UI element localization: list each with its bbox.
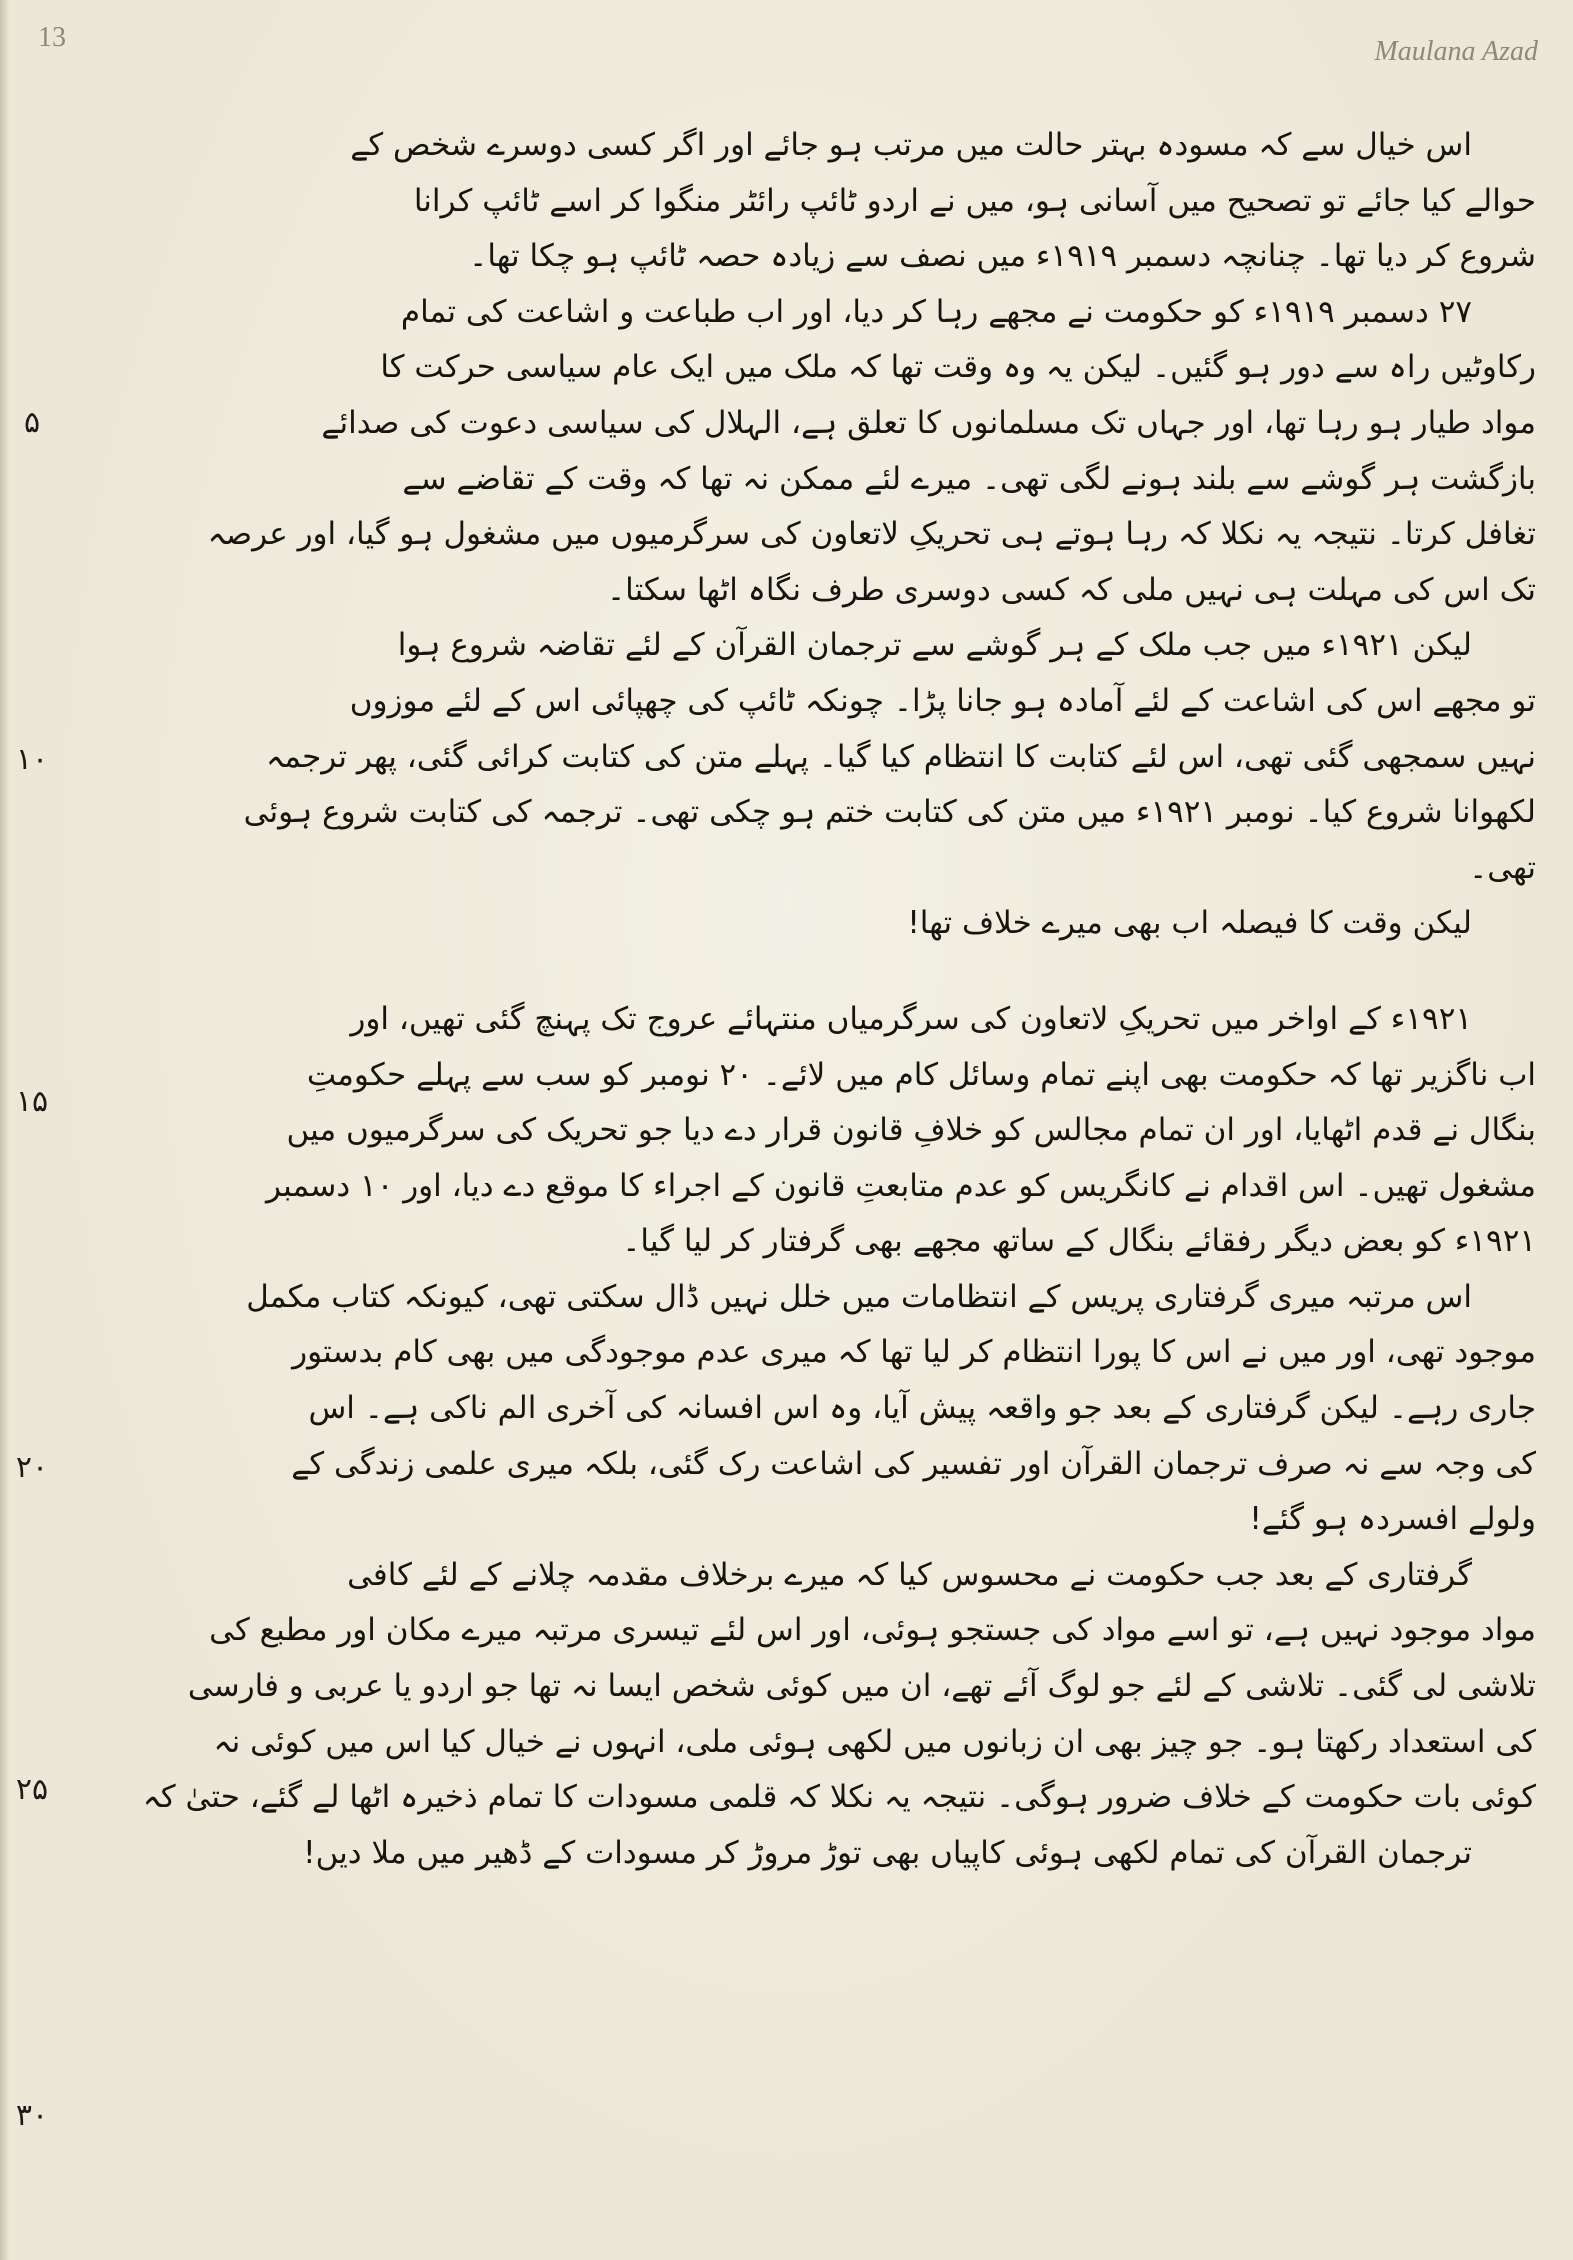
page-number: 13 <box>38 22 66 53</box>
text-line: اس خیال سے کہ مسودہ بہتر حالت میں مرتب ہو جائے اور اگر کسی دوسرے شخص کے <box>350 127 1472 163</box>
text-line: جاری رہے۔ لیکن گرفتاری کے بعد جو واقعہ پیش آیا، وہ اس افسانہ کی آخری الم ناکی ہے۔ اس <box>308 1390 1536 1427</box>
text-line: رکاوٹیں راہ سے دور ہو گئیں۔ لیکن یہ وہ وقت تھا کہ ملک میں ایک عام سیاسی حرکت کا <box>380 349 1536 386</box>
paragraph-gap <box>96 952 1536 992</box>
margin-line-number-5: ۵ <box>23 405 41 440</box>
text-line: ۲۷ دسمبر ۱۹۱۹ء کو حکومت نے مجھے رہا کر دیا، اور اب طباعت و اشاعت کی تمام <box>400 293 1472 330</box>
text-line: تلاشی لی گئی۔ تلاشی کے لئے جو لوگ آئے تھے، ان میں کوئی شخص ایسا نہ تھا جو اردو یا عربی و فارسی <box>187 1668 1536 1705</box>
text-line: شروع کر دیا تھا۔ چنانچہ دسمبر ۱۹۱۹ء میں نصف سے زیادہ حصہ ٹائپ ہو چکا تھا۔ <box>469 238 1536 275</box>
text-line: ۱۹۲۱ء کے اواخر میں تحریکِ لاتعاون کی سرگرمیاں منتہائے عروج تک پہنچ گئی تھیں، اور <box>350 1000 1472 1037</box>
text-line: ۱۹۲۱ء کو بعض دیگر رفقائے بنگال کے ساتھ مجھے بھی گرفتار کر لیا گیا۔ <box>622 1223 1536 1260</box>
text-line: تھی۔ <box>1469 849 1536 886</box>
text-line: مشغول تھیں۔ اس اقدام نے کانگریس کو عدم متابعتِ قانون کے اجراء کا موقع دے دیا، اور ۱۰ دسمبر <box>266 1167 1536 1204</box>
margin-line-number-15: ۱۵ <box>15 1084 49 1119</box>
text-line: بازگشت ہر گوشے سے بلند ہونے لگی تھی۔ میرے لئے ممکن نہ تھا کہ وقت کے تقاضے سے <box>402 460 1536 497</box>
text-line: تو مجھے اس کی اشاعت کے لئے آمادہ ہو جانا پڑا۔ چونکہ ٹائپ کی چھپائی اس کے لئے موزوں <box>349 682 1536 719</box>
text-line: تک اس کی مہلت ہی نہیں ملی کہ کسی دوسری طرف نگاہ اٹھا سکتا۔ <box>606 571 1536 608</box>
text-line: مواد طیار ہو رہا تھا، اور جہاں تک مسلمانوں کا تعلق ہے، الہلال کی سیاسی دعوت کی صدائے <box>321 404 1536 441</box>
text-line: تغافل کرتا۔ نتیجہ یہ نکلا کہ رہا ہوتے ہی تحریکِ لاتعاون کی سرگرمیوں میں مشغول ہو گیا، اور عرصہ <box>207 516 1536 553</box>
text-line: اب ناگزیر تھا کہ حکومت بھی اپنے تمام وسائل کام میں لائے۔ ۲۰ نومبر کو سب سے پہلے حکومتِ <box>306 1056 1536 1093</box>
margin-line-number-10: ۱۰ <box>15 742 49 777</box>
text-line: موجود تھی، اور میں نے اس کا پورا انتظام کر لیا تھا کہ میری عدم موجودگی میں بھی کام بدستور <box>292 1334 1536 1371</box>
page-gutter-shadow <box>0 0 10 2260</box>
margin-line-number-25: ۲۵ <box>15 1772 49 1807</box>
text-line: کی وجہ سے نہ صرف ترجمان القرآن اور تفسیر کی اشاعت رک گئی، بلکہ میری علمی زندگی کے <box>291 1445 1536 1482</box>
urdu-body-text <box>96 118 1536 1881</box>
text-line: ولولے افسردہ ہو گئے! <box>1249 1501 1536 1538</box>
running-title: Maulana Azad <box>1374 36 1538 67</box>
text-line: ترجمان القرآن کی تمام لکھی ہوئی کاپیاں بھی توڑ مروڑ کر مسودات کے ڈھیر میں ملا دیں! <box>303 1834 1472 1871</box>
text-line: کی استعداد رکھتا ہو۔ جو چیز بھی ان زبانوں میں لکھی ہوئی ملی، انہوں نے خیال کیا اس میں کوئی نہ <box>213 1723 1536 1760</box>
text-line: مواد موجود نہیں ہے، تو اسے مواد کی جستجو ہوئی، اور اس لئے تیسری مرتبہ میرے مکان اور مطبع کی <box>209 1612 1536 1649</box>
text-line: اس مرتبہ میری گرفتاری پریس کے انتظامات میں خلل نہیں ڈال سکتی تھی، کیونکہ کتاب مکمل <box>246 1278 1472 1315</box>
margin-line-number-20: ۲۰ <box>15 1450 49 1485</box>
page-header <box>18 22 1558 82</box>
text-line: حوالے کیا جائے تو تصحیح میں آسانی ہو، میں نے اردو ٹائپ رائٹر منگوا کر اسے ٹائپ کرانا <box>413 182 1536 219</box>
text-line: لیکن ۱۹۲۱ء میں جب ملک کے ہر گوشے سے ترجمان القرآن کے لئے تقاضہ شروع ہوا <box>397 627 1472 664</box>
text-line: بنگال نے قدم اٹھایا، اور ان تمام مجالس کو خلافِ قانون قرار دے دیا جو تحریک کی سرگرمیوں میں <box>286 1112 1536 1149</box>
text-line: لیکن وقت کا فیصلہ اب بھی میرے خلاف تھا! <box>907 905 1472 942</box>
text-line: لکھوانا شروع کیا۔ نومبر ۱۹۲۱ء میں متن کی کتابت ختم ہو چکی تھی۔ ترجمہ کی کتابت شروع ہوئی <box>243 794 1536 831</box>
text-line: کوئی بات حکومت کے خلاف ضرور ہوگی۔ نتیجہ یہ نکلا کہ قلمی مسودات کا تمام ذخیرہ اٹھا لے گئے، حتیٰ کہ <box>142 1779 1536 1816</box>
text-line: نہیں سمجھی گئی تھی، اس لئے کتابت کا انتظام کیا گیا۔ پہلے متن کی کتابت کرائی گئی، پھر ترجمہ <box>266 738 1536 775</box>
margin-line-number-30: ۳۰ <box>15 2098 49 2133</box>
text-line: گرفتاری کے بعد جب حکومت نے محسوس کیا کہ میرے برخلاف مقدمہ چلانے کے لئے کافی <box>347 1556 1472 1593</box>
